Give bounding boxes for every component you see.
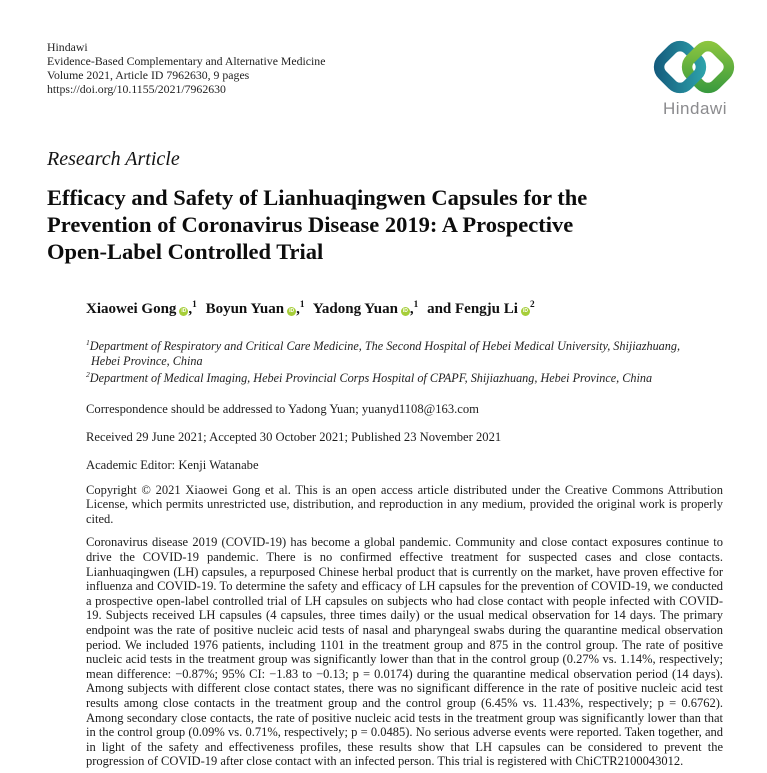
orcid-icon[interactable]: iD: [181, 308, 187, 314]
article-title: [47, 184, 647, 265]
author-affiliation-superscript: 2: [529, 300, 535, 310]
article-title-line: Prevention of Coronavirus Disease 2019: A Prospective: [47, 212, 574, 237]
affiliation-2: $^2$Department of Medical Imaging, Hebei Provincial Corps Hospital of CPAPF, Shijiazhuang, Hebei Province, China: [86, 370, 653, 386]
hindawi-logo: [648, 36, 742, 119]
article-type-label: Research Article: [47, 148, 180, 170]
academic-editor-line: Academic Editor: Kenji Watanabe: [86, 457, 259, 472]
author: and Fengju Li $iD^2$: [427, 300, 535, 317]
author: Yadong Yuan iD ,$^1$: [312, 300, 419, 317]
article-title-line: Efficacy and Safety of Lianhuaqingwen Capsules for the: [47, 185, 588, 210]
affiliations: [86, 336, 723, 386]
orcid-icon[interactable]: iD: [522, 308, 528, 314]
doi-link[interactable]: https://doi.org/10.1155/2021/7962630: [47, 82, 226, 96]
author: Xiaowei Gong iD ,$^1$: [86, 300, 197, 317]
article-title-line: Open-Label Controlled Trial: [47, 239, 324, 264]
article-body: [86, 300, 723, 769]
author: Boyun Yuan iD ,$^1$: [205, 300, 305, 317]
journal-header: [47, 40, 325, 96]
affiliation-1: $^1$Department of Respiratory and Critical Care Medicine, The Second Hospital of Hebei Medical University, Shijiazhuang, Hebei Province, China: [86, 338, 680, 368]
orcid-icon[interactable]: iD: [289, 308, 295, 314]
copyright-notice: Copyright © 2021 Xiaowei Gong et al. This is an open access article distributed under the Creative Commons Attribution License, which permits unrestricted use, distribution, and reproduction in any medium, provided the original work is properly cited.: [86, 482, 723, 526]
author-affiliation-superscript: 1: [299, 300, 305, 310]
dates-line: Received 29 June 2021; Accepted 30 October 2021; Published 23 November 2021: [86, 429, 502, 444]
journal-name: Evidence-Based Complementary and Alternative Medicine: [47, 54, 326, 68]
publisher-name: Hindawi: [47, 40, 88, 54]
author-affiliation-superscript: 1: [192, 300, 197, 310]
volume-line: Volume 2021, Article ID 7962630, 9 pages: [47, 68, 250, 82]
logo-wordmark: Hindawi: [663, 99, 727, 118]
orcid-icon[interactable]: iD: [402, 308, 408, 314]
abstract-text: Coronavirus disease 2019 (COVID-19) has become a global pandemic. Community and close contact exposures continue to drive the COVID-19 pandemic. There is no confirmed effective treatment for suspected cases and close contacts. Lianhuaqingwen (LH) capsules, a repurposed Chinese herbal product that is currently on the market, have proven effective for influenza and COVID-19. To determine the safety and efficacy of LH capsules for the prevention of COVID-19, we conducted a prospective open-label controlled trial of LH capsules on subjects who had close contact with people infected with COVID-19. Subjects received LH capsules (4 capsules, three times daily) or the usual medical observation for 14 days. The primary endpoint was the rate of positive nucleic acid tests of nasal and pharyngeal swabs during the quarantine medical observation period. We included 1976 patients, including 1101 in the treatment group and 875 in the control group. The rate of positive nucleic acid tests in the treatment group was significantly lower than that in the control group (0.27% vs. 1.14%, respectively; mean difference: −0.87%; 95% CI: −1.83 to −0.13; p = 0.0174) during the quarantine medical observation period (14 days). Among subjects with different close contact states, there was no significant difference in the rate of positive nucleic acid test results among close contacts in the treatment group and the control group (6.45% vs. 11.43%, respectively; p = 0.6762). Among secondary close contacts, the rate of positive nucleic acid tests in the treatment group was significantly lower than that in the control group (0.09% vs. 0.71%, respectively; p = 0.0485). No serious adverse events were reported. Taken together, and in light of the safety and effectiveness profiles, these results show that LH capsules can be considered to prevent the progression of COVID-19 after close contact with an infected person. This trial is registered with ChiCTR2100043012.: [86, 535, 723, 769]
hindawi-logo-icon: [650, 36, 740, 98]
correspondence-line: Correspondence should be addressed to Yadong Yuan; yuanyd1108@163.com: [86, 401, 479, 416]
author-affiliation-superscript: 1: [413, 300, 419, 310]
authors-line: [86, 300, 723, 318]
